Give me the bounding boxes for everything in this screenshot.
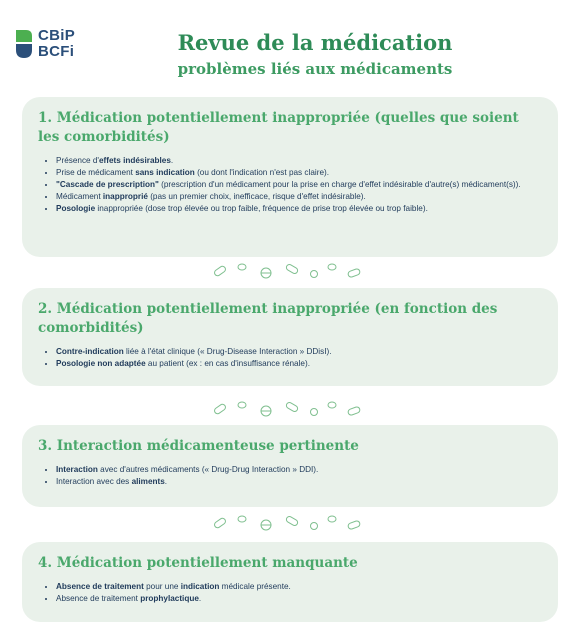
section-1-heading: 1. Médication potentiellement inappropriée (quelles que soient les comorbidités)	[38, 110, 519, 145]
bold-text: aliments	[131, 477, 165, 486]
pills-icon	[210, 262, 370, 280]
bold-text: indication	[180, 582, 220, 591]
text-segment: Présence d'	[56, 156, 99, 165]
text-segment: (ou dont l'indication n'est pas claire).	[194, 168, 329, 177]
text-segment: Médicament	[56, 192, 103, 201]
bullet-item	[56, 167, 542, 179]
bullet-item	[56, 581, 542, 593]
section-3-list	[38, 464, 542, 488]
pills-icon	[210, 514, 370, 532]
bold-text: "Cascade de prescription"	[56, 180, 159, 189]
bold-text: Contre-indication	[56, 347, 124, 356]
text-segment: liée à l'état clinique (« Drug-Disease Interaction » DDisI).	[123, 347, 332, 356]
text-segment: inappropriée (dose trop élevée ou trop faible, fréquence de prise trop élevée ou trop faible).	[95, 204, 428, 213]
bullet-item	[56, 464, 542, 476]
header	[0, 0, 580, 90]
bullet-item	[56, 179, 542, 191]
bold-text: Interaction	[56, 465, 98, 474]
section-2-list	[38, 346, 542, 370]
bullet-item	[56, 155, 542, 167]
section-2-panel	[22, 288, 558, 386]
pills-icon	[210, 400, 370, 418]
bold-text: Posologie	[56, 204, 96, 213]
text-segment: médicale présente.	[219, 582, 291, 591]
bold-text: inapproprié	[102, 192, 148, 201]
bold-text: Absence de traitement	[56, 582, 144, 591]
bullet-item	[56, 476, 542, 488]
section-3-heading: 3. Interaction médicamenteuse pertinente	[38, 438, 359, 454]
pills-divider-1	[210, 262, 370, 280]
logo-line-2: BCFi	[38, 43, 75, 60]
bold-text: effets indésirables	[98, 156, 171, 165]
cbip-logo	[14, 28, 94, 62]
text-segment: .	[170, 156, 174, 165]
bullet-item	[56, 358, 542, 370]
logo-line-1: CBiP	[38, 27, 76, 44]
bold-text: Posologie non adaptée	[56, 359, 146, 368]
bullet-item	[56, 346, 542, 358]
text-segment: Absence de traitement	[56, 594, 141, 603]
section-1-panel	[22, 97, 558, 257]
bold-text: prophylactique	[140, 594, 199, 603]
page-subtitle: problèmes liés aux médicaments	[177, 60, 453, 78]
text-segment: .	[198, 594, 202, 603]
section-4-panel	[22, 542, 558, 622]
text-segment: avec d'autres médicaments (« Drug-Drug Interaction » DDI).	[97, 465, 319, 474]
text-segment: (pas un premier choix, inefficace, risque d'effet indésirable).	[147, 192, 366, 201]
section-4-list	[38, 581, 542, 605]
bullet-item	[56, 203, 542, 215]
text-segment: pour une	[143, 582, 181, 591]
text-segment: Interaction avec des	[56, 477, 132, 486]
text-segment: .	[164, 477, 168, 486]
section-3-panel	[22, 425, 558, 507]
bullet-item	[56, 593, 542, 605]
text-segment: Prise de médicament	[56, 168, 136, 177]
bold-text: sans indication	[135, 168, 195, 177]
section-1-list	[38, 155, 542, 215]
bullet-item	[56, 191, 542, 203]
text-segment: au patient (ex : en cas d'insuffisance rénale).	[145, 359, 310, 368]
pills-divider-3	[210, 514, 370, 532]
text-segment: (prescription d'un médicament pour la prise en charge d'effet indésirable d'autre(s) médicament(s)).	[158, 180, 521, 189]
logo-text	[38, 28, 75, 60]
page-title: Revue de la médication	[177, 30, 453, 55]
shield-logo-icon	[14, 28, 34, 60]
section-2-heading: 2. Médication potentiellement inappropriée (en fonction des comorbidités)	[38, 301, 498, 336]
pills-divider-2	[210, 400, 370, 418]
section-4-heading: 4. Médication potentiellement manquante	[38, 555, 358, 571]
